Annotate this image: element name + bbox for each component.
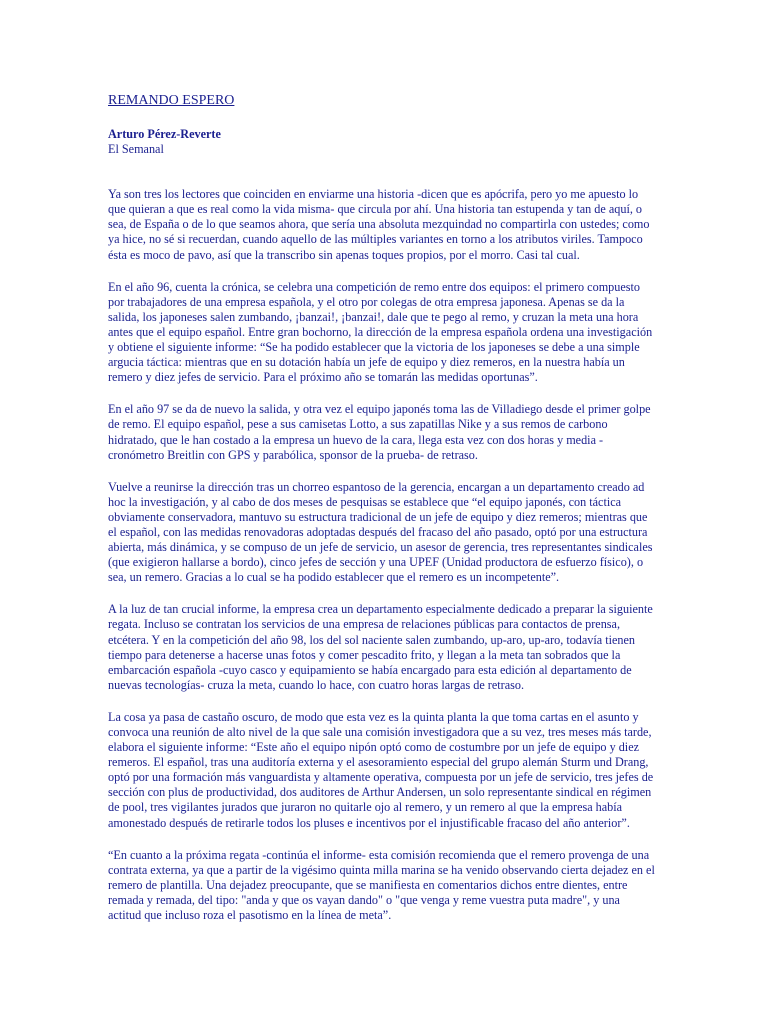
article-source: El Semanal	[108, 142, 164, 157]
paragraph-2: En el año 96, cuenta la crónica, se celebra una competición de remo entre dos equipos: el primero compuesto por trabajadores de una empresa española, y el otro por colegas de otra empresa japonesa. Apenas se da la salida, los japoneses salen zumbando, ¡banzai!, ¡banzai!, dale que te pego al remo, y cruzan la meta una hora antes que el equipo español. Entre gran bochorno, la dirección de la empresa española ordena una investigación y obtiene el siguiente informe: “Se ha podido establecer que la victoria de los japoneses se debe a una simple argucia táctica: mientras que en su dotación había un jefe de equipo y diez remeros, en la nuestra había un remero y diez jefes de servicio. Para el próximo año se tomarán las medidas oportunas”.	[108, 279, 653, 385]
article	[108, 92, 656, 940]
paragraph-1: Ya son tres los lectores que coinciden en enviarme una historia -dicen que es apócrifa, pero yo me apuesto lo que quieran a que es real como la vida misma- que circula por ahí. Una historia tan estupenda y tan de aquí, o sea, de España o de lo que seamos ahora, que sería una absoluta mezquindad no compartirla con ustedes; como ya hice, no sé si recuerdan, cuando aquello de las múltiples variantes en torno a los atributos viriles. Tampoco ésta es moco de pavo, así que la transcribo sin apenas toques propios, por el morro. Casi tal cual.	[108, 187, 650, 262]
paragraph-5: A la luz de tan crucial informe, la empresa crea un departamento especialmente dedicado a preparar la siguiente regata. Incluso se contratan los servicios de una empresa de relaciones públicas para contactos de prensa, etcétera. Y en la competición del año 98, los del sol naciente salen zumbando, up-aro, up-aro, todavía tienen tiempo para detenerse a hacerse unas fotos y comer pescadito frito, y llegan a la meta tan sobrados que la embarcación española -cuyo casco y equipamiento se había encargado para esta edición al departamento de nuevas tecnologías- cruza la meta, cuando lo hace, con cuatro horas largas de retraso.	[108, 602, 653, 692]
paragraph-7: “En cuanto a la próxima regata -continúa el informe- esta comisión recomienda que el remero provenga de una contrata externa, ya que a partir de la vigésimo quinta milla marina se ha venido observando cierta dejadez en el remero de plantilla. Una dejadez preocupante, que se manifiesta en comentarios dichos entre dientes, entre remada y remada, del tipo: "anda y que os vayan dando" o "que venga y reme vuestra puta madre", y una actitud que incluso roza el pasotismo en la línea de meta”.	[108, 847, 655, 923]
paragraph-4: Vuelve a reunirse la dirección tras un chorreo espantoso de la gerencia, encargan a un departamento creado ad hoc la investigación, y al cabo de dos meses de pesquisas se establece que “el equipo japonés, con táctica obviamente conservadora, mantuvo su estructura tradicional de un jefe de equipo y diez remeros; mientras que el español, con las medidas renovadoras adoptadas después del fracaso del año pasado, optó por una estructura abierta, más dinámica, y se compuso de un jefe de servicio, un asesor de gerencia, tres representantes sindicales (que exigieron hallarse a bordo), cinco jefes de sección y una UPEF (Unidad productora de esfuerzo físico), o sea, un remero. Gracias a lo cual se ha podido establecer que el remero es un incompetente”.	[108, 479, 653, 585]
paragraph-6: La cosa ya pasa de castaño oscuro, de modo que esta vez es la quinta planta la que toma cartas en el asunto y convoca una reunión de alto nivel de la que sale una comisión investigadora que a su vez, tres meses más tarde, elabora el siguiente informe: “Este año el equipo nipón optó como de costumbre por un jefe de equipo y diez remeros. El español, tras una auditoría externa y el asesoramiento especial del grupo alemán Sturm und Drang, optó por una formación más vanguardista y altamente operativa, compuesta por un jefe de servicio, tres jefes de sección con plus de productividad, dos auditores de Arthur Andersen, un solo representante sindical en régimen de pool, tres vigilantes jurados que juraron no quitarle ojo al remero, y un remero al que la empresa había amonestado después de retirarle todos los pluses e incentivos por el injustificable fracaso del año anterior”.	[108, 709, 654, 830]
article-title: REMANDO ESPERO	[108, 93, 235, 108]
article-author: Arturo Pérez-Reverte	[108, 127, 221, 141]
paragraph-3: En el año 97 se da de nuevo la salida, y otra vez el equipo japonés toma las de Villadiego desde el primer golpe de remo. El equipo español, pese a sus camisetas Lotto, a sus zapatillas Nike y a sus remos de carbono hidratado, que le han costado a la empresa un huevo de la cara, llega esta vez con dos horas y media -cronómetro Breitlin con GPS y parabólica, sponsor de la prueba- de retraso.	[108, 402, 651, 462]
